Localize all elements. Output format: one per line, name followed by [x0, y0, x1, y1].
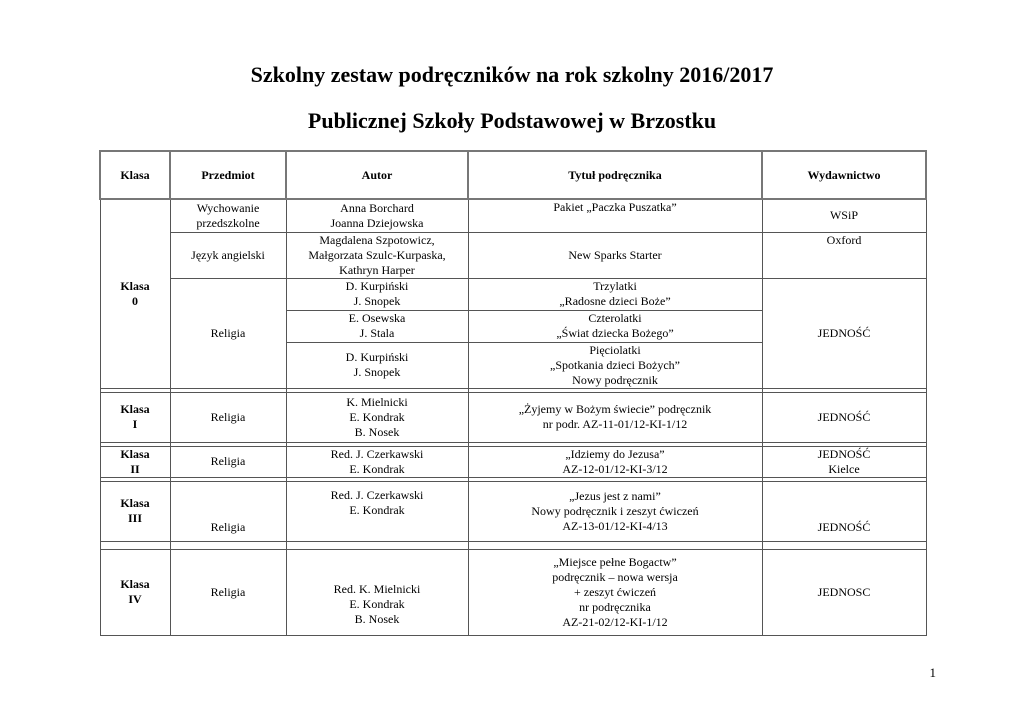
row-separator — [100, 541, 926, 549]
klasa-0-cell: Klasa 0 — [100, 199, 170, 388]
document-subtitle: Publicznej Szkoły Podstawowej w Brzostku — [307, 108, 717, 133]
tytul-cell: „Miejsce pełne Bogactw” podręcznik – nowa wersja + zeszyt ćwiczeń nr podręcznika AZ-21-02/12-KI-1/12 — [468, 549, 762, 635]
table-row — [100, 278, 926, 310]
table-row — [100, 392, 926, 442]
table-row — [100, 199, 926, 232]
przedmiot-cell: Religia — [170, 392, 286, 442]
tytul-cell: Trzylatki „Radosne dzieci Boże” — [468, 278, 762, 310]
autor-cell: Magdalena Szpotowicz, Małgorzata Szulc-Kurpaska, Kathryn Harper — [286, 232, 468, 278]
wydawnictwo-cell: JEDNOŚĆ — [762, 278, 926, 388]
tytul-cell: „Żyjemy w Bożym świecie” podręcznik nr podr. AZ-11-01/12-KI-1/12 — [468, 392, 762, 442]
wydawnictwo-cell: JEDNOSC — [762, 549, 926, 635]
table-row — [100, 481, 926, 541]
wydawnictwo-cell: JEDNOŚĆ — [762, 392, 926, 442]
table-header-row — [100, 151, 926, 199]
wydawnictwo-cell: WSiP — [762, 199, 926, 232]
autor-cell: D. Kurpiński J. Snopek — [286, 278, 468, 310]
textbook-table — [99, 150, 927, 636]
autor-cell: K. Mielnicki E. Kondrak B. Nosek — [286, 392, 468, 442]
autor-cell: Anna Borchard Joanna Dziejowska — [286, 199, 468, 232]
wydawnictwo-cell: JEDNOŚĆ Kielce — [762, 446, 926, 477]
przedmiot-cell: Religia — [170, 481, 286, 541]
przedmiot-cell: Język angielski — [170, 232, 286, 278]
document-title: Szkolny zestaw podręczników na rok szkolny 2016/2017 — [250, 62, 774, 87]
page-number: 1 — [929, 665, 936, 680]
tytul-cell: „Idziemy do Jezusa” AZ-12-01/12-KI-3/12 — [468, 446, 762, 477]
klasa-1-cell: Klasa I — [100, 392, 170, 442]
przedmiot-cell: Wychowanie przedszkolne — [170, 199, 286, 232]
przedmiot-cell: Religia — [170, 446, 286, 477]
autor-cell: D. Kurpiński J. Snopek — [286, 342, 468, 388]
tytul-cell: „Jezus jest z nami” Nowy podręcznik i zeszyt ćwiczeń AZ-13-01/12-KI-4/13 — [468, 481, 762, 541]
header-tytul: Tytuł podręcznika — [468, 151, 762, 199]
tytul-cell: New Sparks Starter — [468, 232, 762, 278]
header-klasa: Klasa — [100, 151, 170, 199]
wydawnictwo-cell: Oxford — [762, 232, 926, 278]
autor-cell: Red. J. Czerkawski E. Kondrak — [286, 481, 468, 541]
klasa-4-cell: Klasa IV — [100, 549, 170, 635]
autor-cell: E. Osewska J. Stala — [286, 310, 468, 342]
table-row — [100, 549, 926, 635]
przedmiot-cell: Religia — [170, 549, 286, 635]
przedmiot-cell: Religia — [170, 278, 286, 388]
autor-cell: Red. J. Czerkawski E. Kondrak — [286, 446, 468, 477]
table-row — [100, 232, 926, 278]
klasa-3-cell: Klasa III — [100, 481, 170, 541]
table-row — [100, 446, 926, 477]
wydawnictwo-cell: JEDNOŚĆ — [762, 481, 926, 541]
header-wydawnictwo: Wydawnictwo — [762, 151, 926, 199]
autor-cell: Red. K. Mielnicki E. Kondrak B. Nosek — [286, 549, 468, 635]
header-autor: Autor — [286, 151, 468, 199]
tytul-cell: Pięciolatki „Spotkania dzieci Bożych” Nowy podręcznik — [468, 342, 762, 388]
header-przedmiot: Przedmiot — [170, 151, 286, 199]
tytul-cell: Czterolatki „Świat dziecka Bożego” — [468, 310, 762, 342]
klasa-2-cell: Klasa II — [100, 446, 170, 477]
tytul-cell: Pakiet „Paczka Puszatka” — [468, 199, 762, 232]
